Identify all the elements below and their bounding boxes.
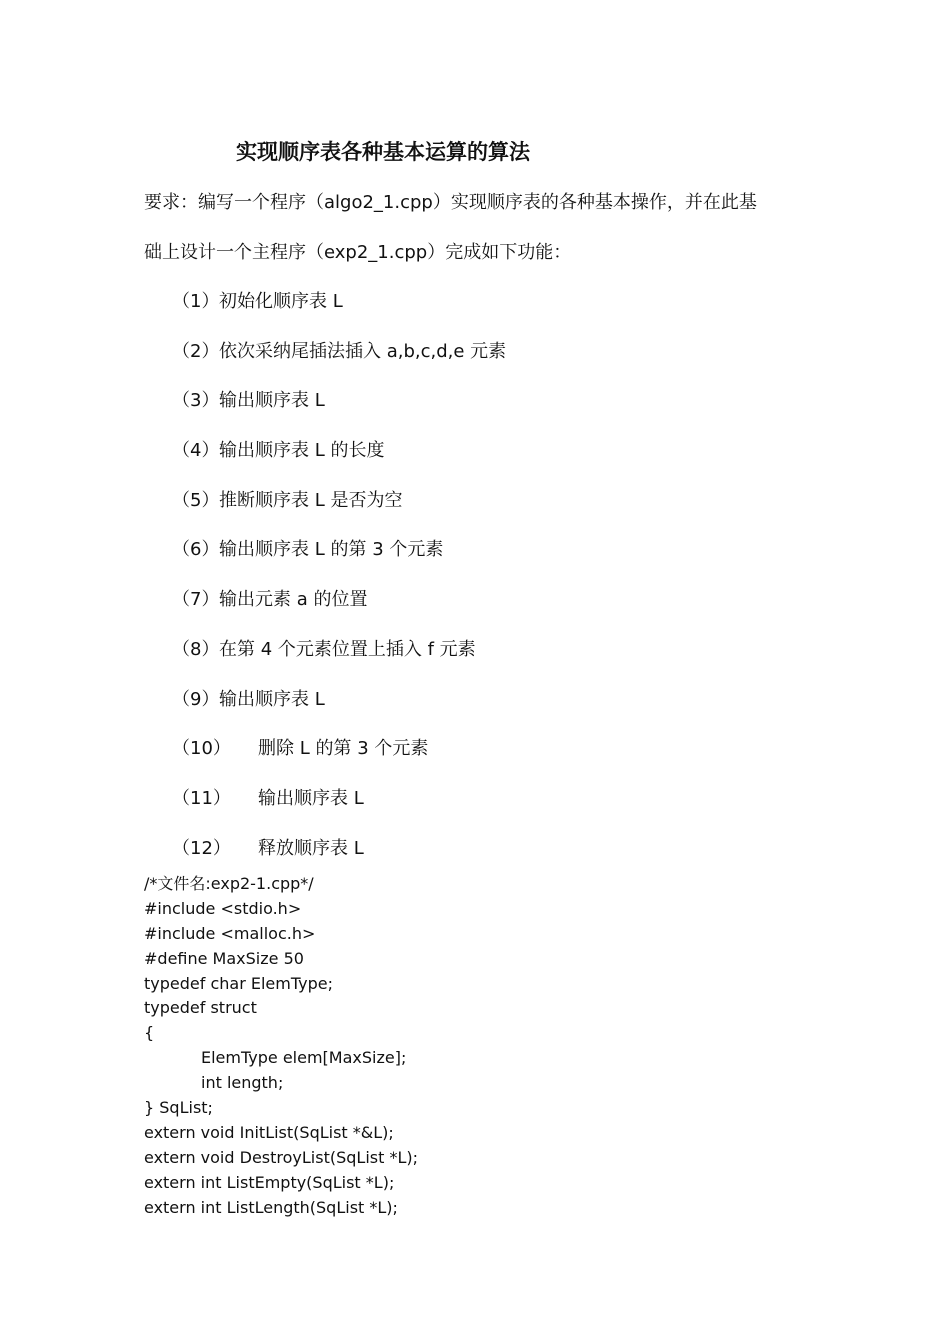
task-text: 输出元素 a 的位置 [219, 589, 368, 611]
task-number: （8） [172, 638, 220, 660]
intro-line-2: 础上设计一个主程序（exp2_1.cpp）完成如下功能： [144, 242, 572, 263]
task-text: 释放顺序表 L [258, 837, 364, 859]
code-line: #include <stdio.h> [144, 898, 302, 918]
code-line: typedef struct [144, 998, 257, 1018]
task-text: 在第 4 个元素位置上插入 f 元素 [219, 638, 476, 660]
code-line: extern void DestroyList(SqList *L); [144, 1147, 418, 1167]
code-line: } SqList; [144, 1098, 213, 1118]
task-number: （11） [172, 787, 231, 809]
task-number: （2） [172, 340, 220, 362]
code-line: extern int ListLength(SqList *L); [144, 1197, 398, 1217]
task-text: 依次采纳尾插法插入 a,b,c,d,e 元素 [219, 340, 507, 362]
task-text: 删除 L 的第 3 个元素 [258, 738, 429, 760]
intro-line-1: 要求：编写一个程序（algo2_1.cpp）实现顺序表的各种基本操作，并在此基 [144, 192, 757, 213]
code-listing [144, 872, 418, 1220]
task-number: （1） [172, 291, 220, 312]
code-line: extern int ListEmpty(SqList *L); [144, 1172, 395, 1192]
task-number: （5） [172, 489, 220, 511]
document-title: 实现顺序表各种基本运算的算法 [236, 140, 530, 164]
task-text: 输出顺序表 L [258, 787, 364, 809]
code-line: #include <malloc.h> [144, 923, 316, 943]
code-line: ElemType elem[MaxSize]; [201, 1048, 407, 1068]
task-number: （10） [172, 738, 231, 760]
task-number: （3） [172, 390, 220, 412]
code-line: int length; [201, 1073, 284, 1093]
task-number: （12） [172, 837, 231, 859]
task-number: （7） [172, 589, 220, 611]
task-number: （4） [172, 440, 220, 462]
task-text: 输出顺序表 L 的长度 [219, 440, 385, 462]
task-text: 输出顺序表 L [219, 390, 325, 412]
code-line: typedef char ElemType; [144, 973, 333, 993]
task-number: （9） [172, 688, 220, 710]
code-line: { [144, 1023, 155, 1043]
code-line: extern void InitList(SqList *&L); [144, 1122, 394, 1142]
task-text: 推断顺序表 L 是否为空 [219, 489, 403, 511]
task-text: 输出顺序表 L 的第 3 个元素 [219, 539, 444, 561]
code-line: /*文件名:exp2-1.cpp*/ [144, 874, 314, 893]
task-number: （6） [172, 539, 220, 561]
task-text: 输出顺序表 L [219, 688, 325, 710]
task-text: 初始化顺序表 L [219, 291, 343, 312]
code-line: #define MaxSize 50 [144, 948, 304, 968]
